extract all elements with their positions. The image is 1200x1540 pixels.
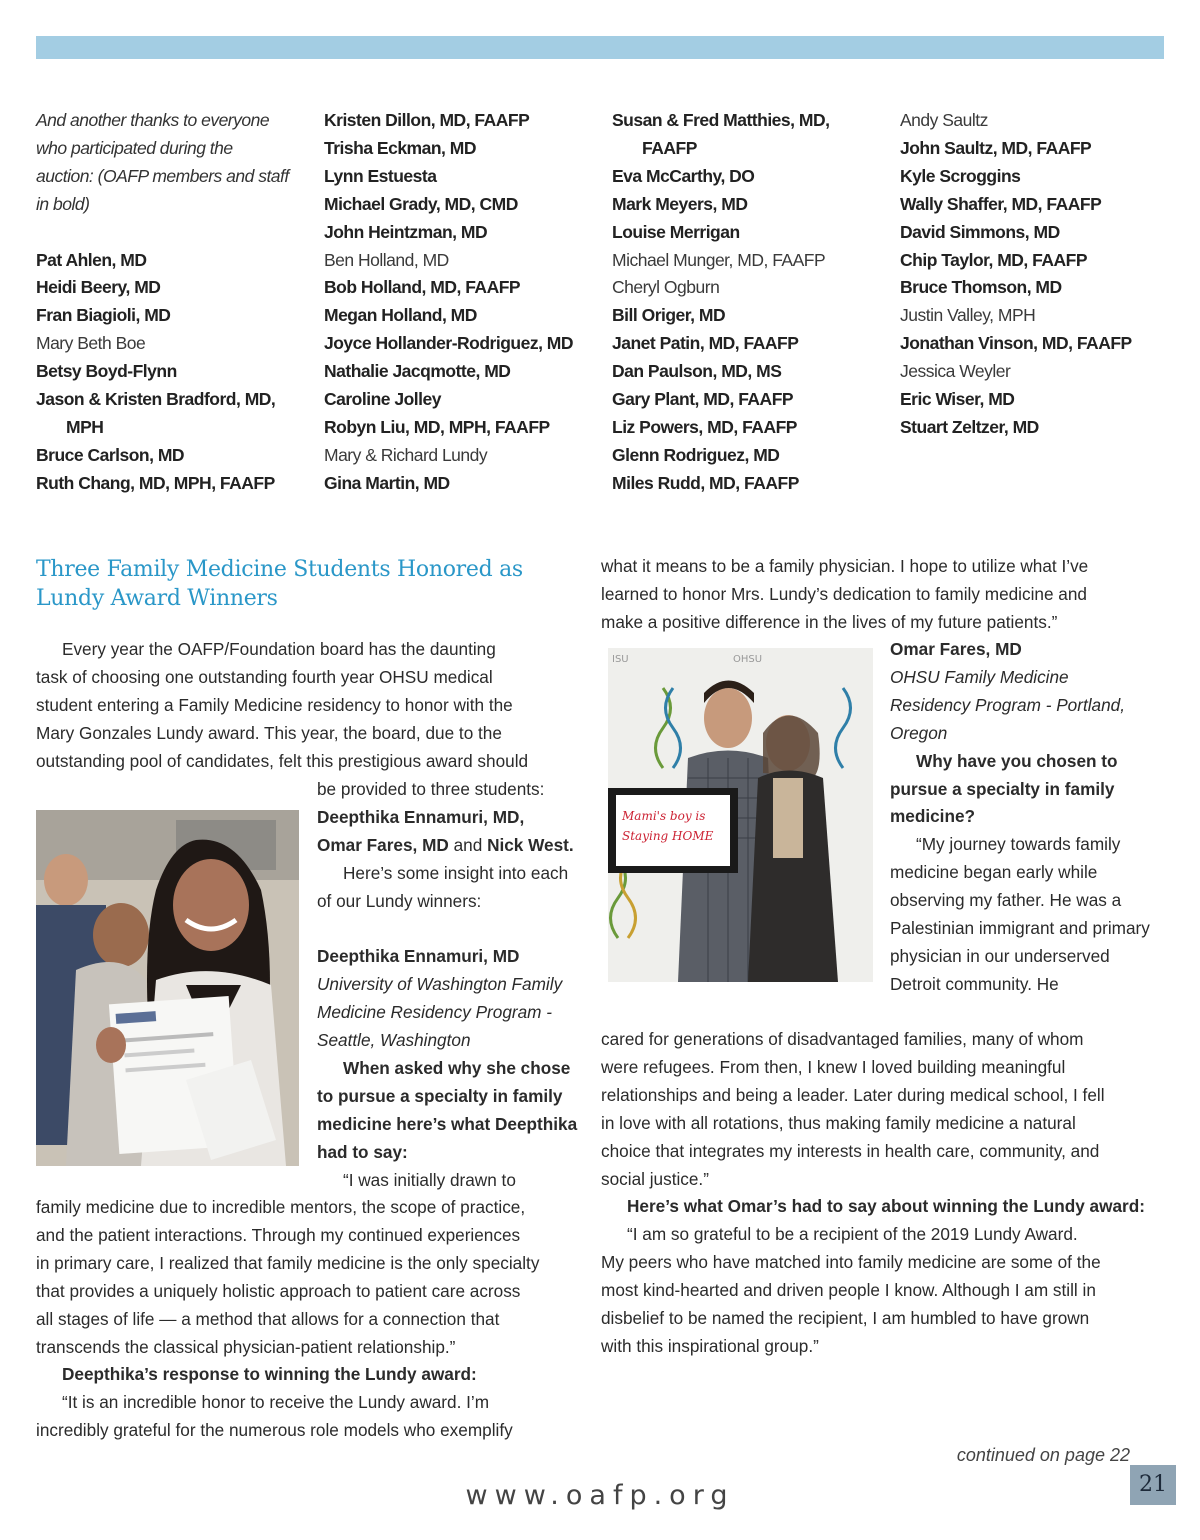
omar-quote-line: choice that integrates my interests in health care, community, and [601,1140,1100,1161]
participant-name: Kyle Scroggins [900,165,1021,186]
svg-text:ISU: ISU [612,654,629,665]
deepthika-quote-start: “I was initially drawn to [343,1169,516,1190]
participant-name: Caroline Jolley [324,389,441,410]
continued-note: continued on page 22 [956,1445,1130,1465]
participant-name: Gary Plant, MD, FAAFP [612,389,794,410]
omar-award-line: “I am so grateful to be a recipient of the 2019 Lundy Award. [627,1224,1078,1245]
lead-line: outstanding pool of candidates, felt this prestigious award should [36,750,529,771]
participant-name: Joyce Hollander-Rodriguez, MD [324,333,574,354]
insight-line: Here’s some insight into each of our Lundy winners: [317,862,569,911]
participant-name: Justin Valley, MPH [900,305,1036,326]
omar-quote-line: cared for generations of disadvantaged families, many of whom [601,1029,1084,1049]
winners-line [317,804,585,860]
omar-award-line: with this inspirational group.” [601,1335,819,1356]
deepthika-award-line: “It is an incredible honor to receive the Lundy award. I’m [62,1392,490,1413]
participant-name: Megan Holland, MD [324,305,477,326]
thanks-intro-line: And another thanks to everyone [36,110,270,130]
participant-name: Stuart Zeltzer, MD [900,416,1039,437]
omar-photo-image [608,648,873,982]
omar-award-heading: Here’s what Omar’s had to say about winning the Lundy award: [627,1196,1145,1217]
omar-quote [601,1026,1146,1361]
participant-name: Eric Wiser, MD [900,389,1015,410]
thanks-column-3 [612,107,882,498]
lead-line: Mary Gonzales Lundy award. This year, the board, due to the [36,722,502,743]
thanks-intro [36,107,306,219]
deepthika-quote-line: that provides a uniquely holistic approach to patient care across [36,1280,521,1301]
participant-name: Bruce Carlson, MD [36,444,185,465]
thanks-column-2 [324,107,594,498]
winner-nick: Nick West. [487,834,574,855]
participant-name: Cheryl Ogburn [612,277,720,298]
participant-name: Mary Beth Boe [36,333,146,354]
omar-sign-line-1: Mami's boy is [622,809,706,823]
participant-name: Ruth Chang, MD, MPH, FAAFP [36,472,275,493]
deepthika-quote-line: and the patient interactions. Through my continued experiences [36,1224,521,1245]
participant-name: Kristen Dillon, MD, FAAFP [324,110,530,130]
omar-sign-line-2: Staying HOME [622,829,714,843]
deepthika-quote-line: all stages of life — a method that allows for a connection that [36,1308,500,1329]
thanks-column-1 [36,107,306,498]
participant-name: Susan & Fred Matthies, MD, [612,110,830,130]
header-color-bar [36,36,1164,59]
deepthika-question: When asked why she chose to pursue a specialty in family medicine here’s what Deepthika had to say: [317,1058,578,1162]
omar-award-line: disbelief to be named the recipient, I am humbled to have grown [601,1308,1090,1329]
omar-quote-line: social justice.” [601,1168,709,1189]
thanks-intro-line: who participated during the [36,137,233,158]
omar-quote-start: “My journey towards family medicine began early while observing my father. He was a Palestinian immigrant and primary physician in our underserved Detroit community. He [890,834,1150,994]
lead-paragraph [36,636,581,776]
omar-quote-line: were refugees. From then, I knew I loved building meaningful [601,1056,1066,1077]
omar-photo [608,648,873,982]
deepthika-quote-line: family medicine due to incredible mentors, the scope of practice, [36,1197,526,1217]
participant-name: Louise Merrigan [612,221,740,242]
omar-quote-line: in love with all rotations, thus making family medicine a natural [601,1112,1076,1133]
participant-name: Trisha Eckman, MD [324,137,476,158]
lead-continued: be provided to three students: [317,779,545,799]
participant-name: Janet Patin, MD, FAAFP [612,333,799,354]
thanks-column-4 [900,107,1170,442]
lead-line: task of choosing one outstanding fourth year OHSU medical [36,666,493,687]
participant-name: Miles Rudd, MD, FAAFP [612,472,799,493]
participant-name: MPH [66,416,104,437]
winner-deepthika: Deepthika Ennamuri, MD, [317,806,525,827]
names-list-1 [36,247,306,498]
participant-name: John Saultz, MD, FAAFP [900,137,1092,158]
names-list-3 [612,107,882,498]
omar-award-line: most kind-hearted and driven people I know. Although I am still in [601,1280,1096,1301]
thanks-intro-line: auction: (OAFP members and staff [36,165,289,186]
page-number: 21 [1130,1465,1176,1505]
participant-name: Betsy Boyd-Flynn [36,361,177,382]
auction-thanks-section [36,107,1164,507]
deepthika-award-cont-line: make a positive difference in the lives of my future patients.” [601,611,1058,632]
participant-name: Jason & Kristen Bradford, MD, [36,389,276,410]
deepthika-program: University of Washington Family Medicine Residency Program - Seattle, Washington [317,974,563,1051]
participant-name: David Simmons, MD [900,221,1060,242]
participant-name: Dan Paulson, MD, MS [612,361,782,382]
participant-name: Mary & Richard Lundy [324,444,488,465]
participant-name: Michael Grady, MD, CMD [324,193,518,214]
omar-name: Omar Fares, MD [890,639,1022,659]
omar-side-text [890,636,1150,999]
omar-program: OHSU Family Medicine Residency Program - Portland, Oregon [890,666,1125,743]
participant-name: Bill Origer, MD [612,305,726,326]
deepthika-award-cont-line: learned to honor Mrs. Lundy’s dedication to family medicine and [601,583,1087,604]
lead-line: Every year the OAFP/Foundation board has the daunting [62,639,496,659]
participant-name: Wally Shaffer, MD, FAAFP [900,193,1102,214]
participant-name: Chip Taylor, MD, FAAFP [900,249,1088,270]
participant-name: Pat Ahlen, MD [36,249,147,270]
participant-name: Bruce Thomson, MD [900,277,1062,298]
deepthika-award-line: incredibly grateful for the numerous role models who exemplify [36,1420,513,1441]
names-list-2 [324,107,594,498]
thanks-intro-line: in bold) [36,193,90,214]
deepthika-quote-line: transcends the classical physician-patient relationship.” [36,1336,456,1357]
omar-quote-line: relationships and being a leader. Later during medical school, I fell [601,1084,1105,1105]
participant-name: FAAFP [642,137,697,158]
participant-name: Gina Martin, MD [324,472,450,493]
deepthika-quote [36,1194,581,1445]
svg-text:OHSU: OHSU [733,654,763,665]
article-title: Three Family Medicine Students Honored as Lundy Award Winners [36,557,523,611]
participant-name: Ben Holland, MD [324,249,449,270]
participant-name: Jessica Weyler [900,361,1011,382]
winner-omar: Omar Fares, MD [317,834,449,855]
participant-name: John Heintzman, MD [324,221,488,242]
participant-name: Glenn Rodriguez, MD [612,444,780,465]
participant-name: Michael Munger, MD, FAAFP [612,249,826,270]
deepthika-name: Deepthika Ennamuri, MD [317,946,520,967]
participant-name: Bob Holland, MD, FAAFP [324,277,521,298]
omar-award-line: My peers who have matched into family medicine are some of the [601,1252,1101,1273]
names-list-4 [900,107,1170,442]
deepthika-side-text [317,776,585,1195]
participant-name: Nathalie Jacqmotte, MD [324,361,511,382]
participant-name: Robyn Liu, MD, MPH, FAAFP [324,416,550,437]
deepthika-photo [36,810,299,1166]
participant-name: Jonathan Vinson, MD, FAAFP [900,333,1132,354]
participant-name: Heidi Beery, MD [36,277,161,298]
deepthika-award-cont-line: what it means to be a family physician. I hope to utilize what I’ve [601,556,1089,576]
participant-name: Liz Powers, MD, FAAFP [612,416,797,437]
footer-url: www.oafp.org [465,1480,735,1511]
participant-name: Andy Saultz [900,110,988,130]
lead-line: student entering a Family Medicine residency to honor with the [36,694,513,715]
participant-name: Eva McCarthy, DO [612,165,755,186]
deepthika-award-continued [601,553,1146,637]
participant-name: Mark Meyers, MD [612,193,748,214]
omar-question: Why have you chosen to pursue a specialty in family medicine? [890,750,1118,827]
winners-and: and [448,834,488,855]
deepthika-quote-line: in primary care, I realized that family medicine is the only specialty [36,1252,540,1273]
deepthika-award-heading: Deepthika’s response to winning the Lundy award: [62,1364,477,1385]
participant-name: Lynn Estuesta [324,165,437,186]
deepthika-photo-image [36,810,299,1166]
participant-name: Fran Biagioli, MD [36,305,171,326]
